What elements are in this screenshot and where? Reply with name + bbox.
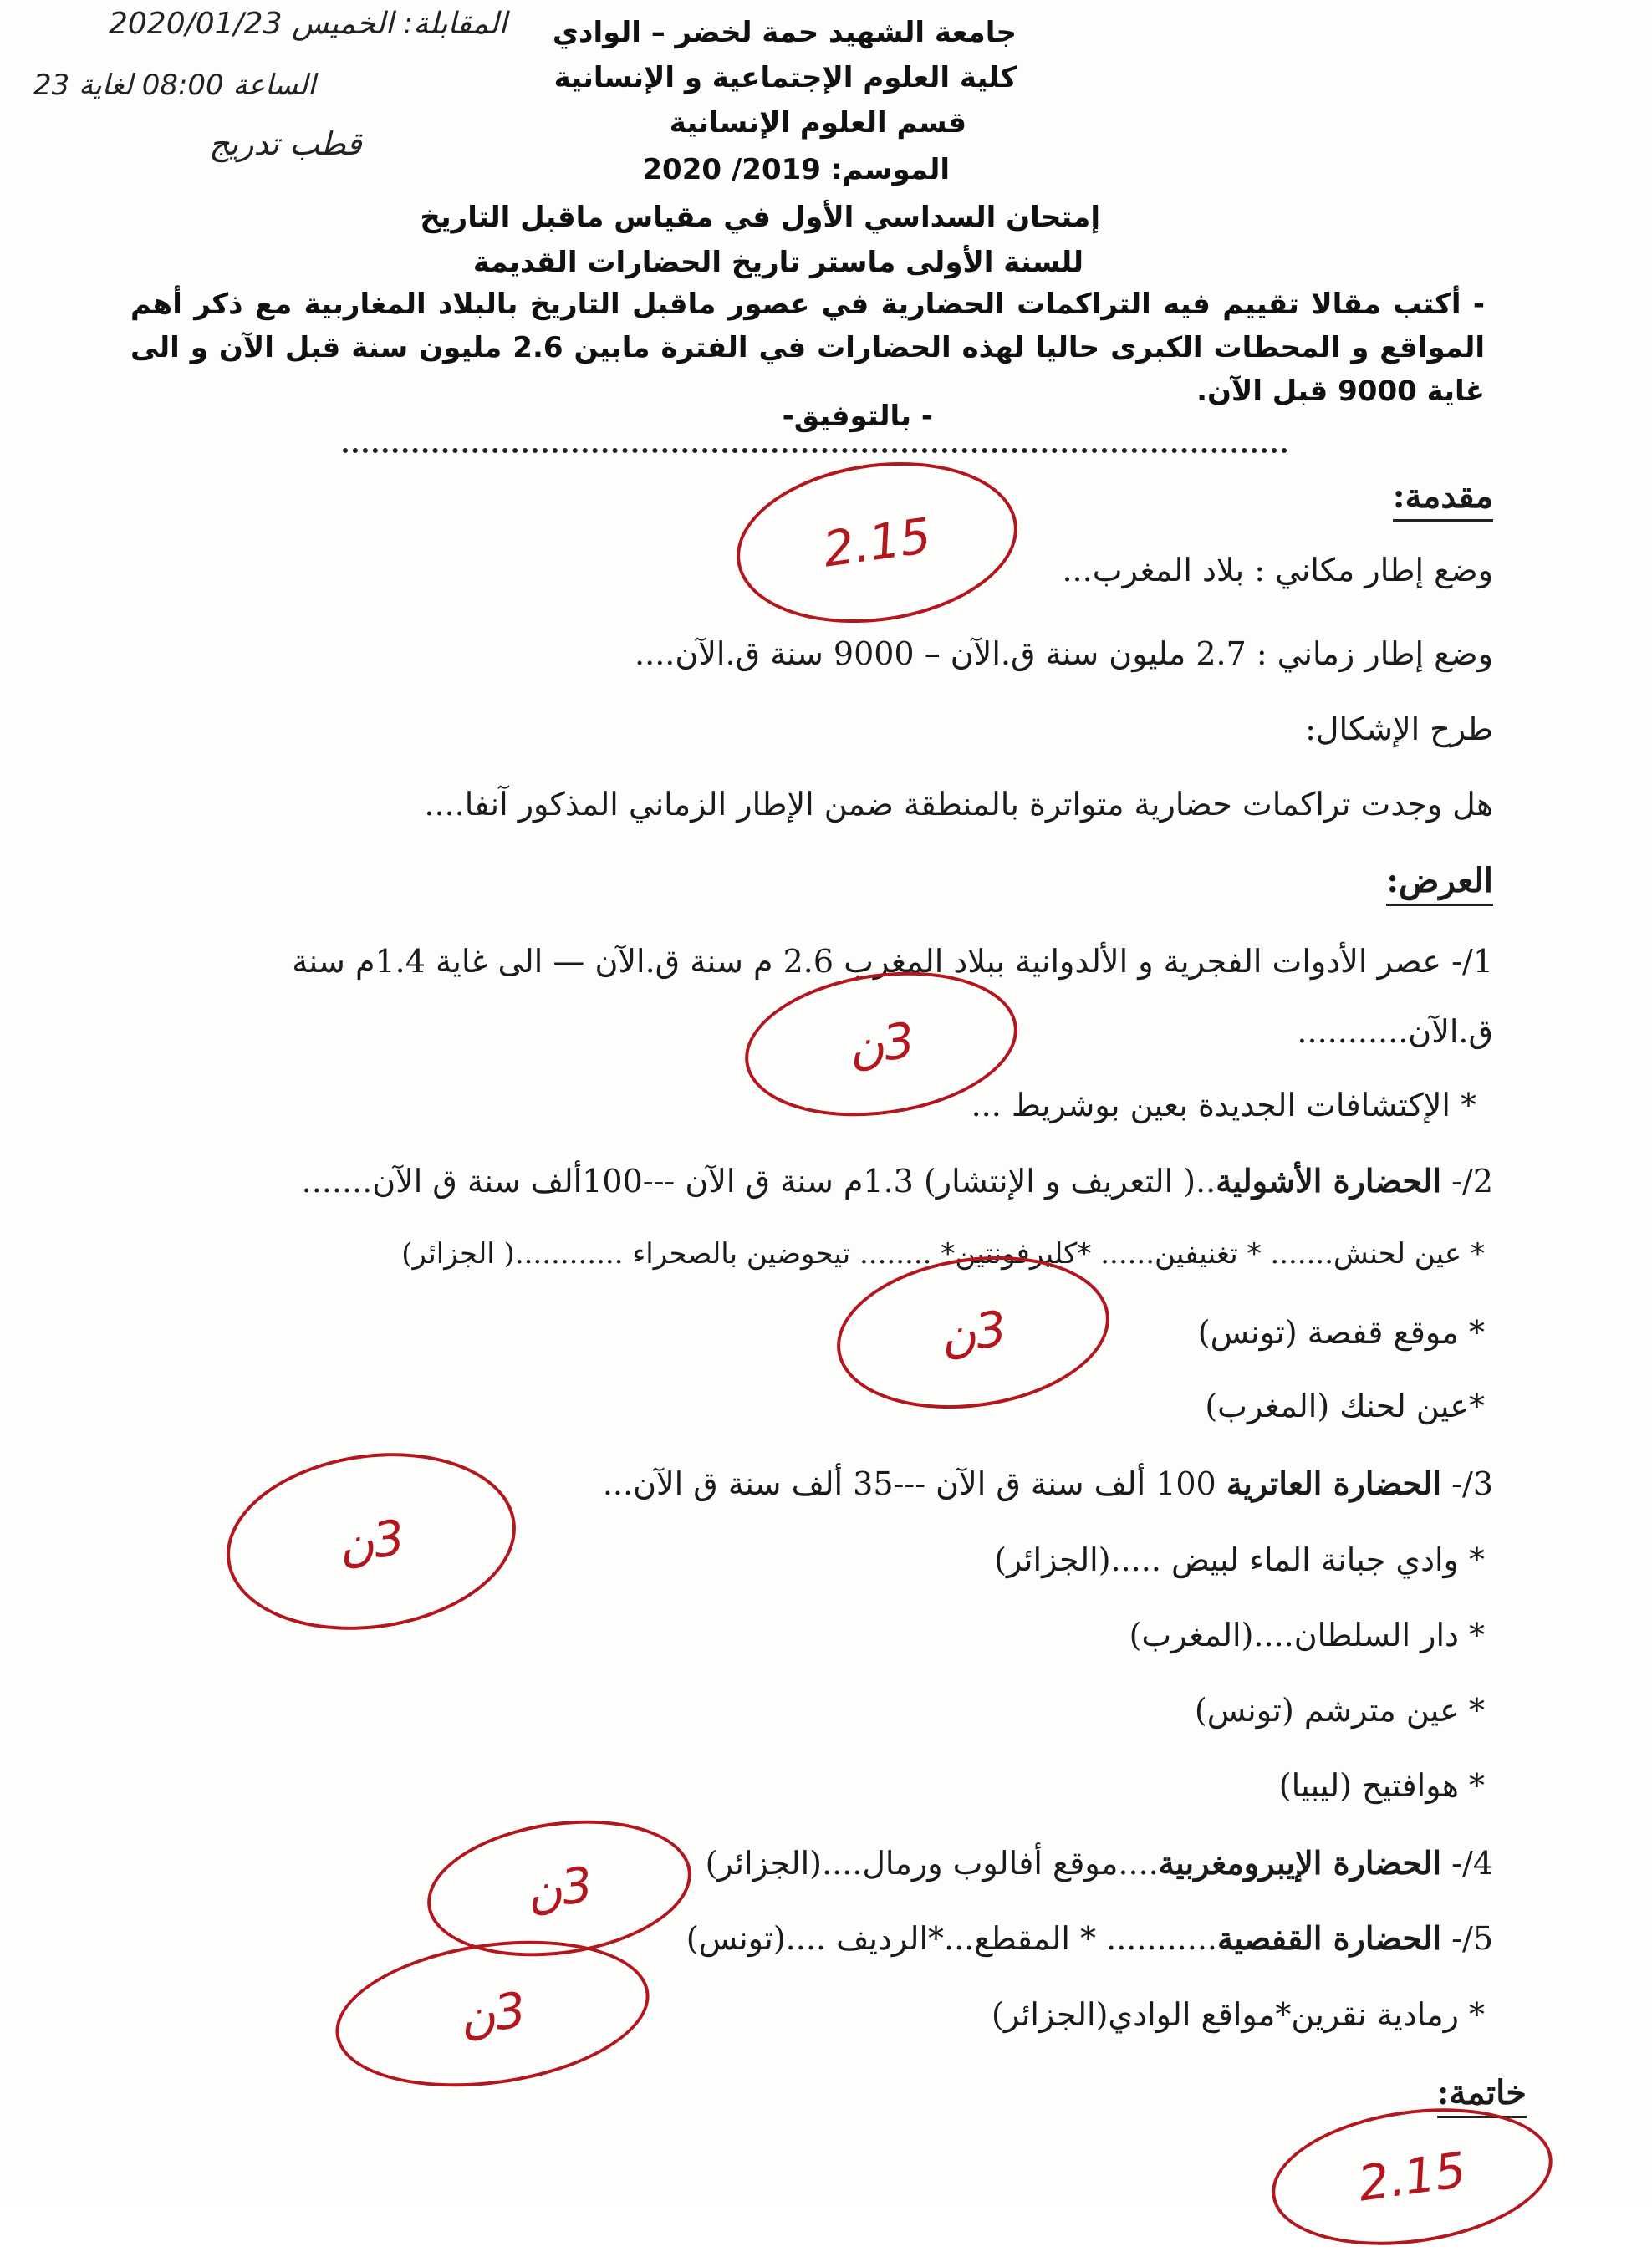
grade-mark-intro: 2.15 xyxy=(727,445,1028,639)
intro-heading: مقدمة: xyxy=(1393,476,1493,522)
section-3 xyxy=(603,1465,1493,1502)
problem-text: هل وجدت تراكمات حضارية متواترة بالمنطقة ضمن الإطار الزماني المذكور آنفا.... xyxy=(424,786,1493,823)
section-3-text: 100 ألف سنة ق الآن ---35 ألف سنة ق الآن... xyxy=(602,1465,1216,1502)
exam-title: إمتحان السداسي الأول في مقياس ماقبل التاريخ xyxy=(420,201,1100,234)
section-2-text: ..( التعريف و الإنتشار) 1.3م سنة ق الآن ---100ألف سنة ق الآن....... xyxy=(301,1163,1216,1200)
section-3-item-2: * دار السلطان....(المغرب) xyxy=(1129,1617,1485,1653)
section-2-item-1: * عين لحنش....... * تغنيفين...... *كليرفونتين* ........ تيحوضين بالصحراء ............( الجزائر) xyxy=(401,1237,1485,1271)
faculty-name: كلية العلوم الإجتماعية و الإنسانية xyxy=(553,61,1017,94)
exam-closing: - بالتوفيق- xyxy=(782,400,933,433)
section-3-item-4: * هوافتيح (ليبيا) xyxy=(1278,1767,1485,1804)
handwritten-date: المقابلة: الخميس 2020/01/23 xyxy=(109,7,507,41)
exam-subtitle: للسنة الأولى ماستر تاريخ الحضارات القديمة xyxy=(472,246,1083,279)
exam-question: - أكتب مقالا تقييم فيه التراكمات الحضارية في عصور ماقبل التاريخ بالبلاد المغاربية مع ذكر أهم المواقع و المحطات الكبرى حاليا لهذه الحضارات في الفترة مابين 2.6 مليون سنة قبل الآن و الى غاية 9000 قبل الآن. xyxy=(130,288,1485,408)
section-2-item-2: * موقع قفصة (تونس) xyxy=(1197,1314,1485,1351)
grade-mark-section-1: 3ن xyxy=(736,955,1027,1133)
place-frame: وضع إطار مكاني : بلاد المغرب... xyxy=(1062,552,1493,588)
section-2 xyxy=(302,1162,1493,1200)
university-name: جامعة الشهيد حمة لخضر – الوادي xyxy=(552,16,1017,49)
season: الموسم: 2019/ 2020 xyxy=(642,153,950,186)
section-4-number: 4/- xyxy=(1451,1845,1493,1882)
grade-mark-section-5: 3ن xyxy=(326,1923,659,2106)
section-3-item-1: * وادي جبانة الماء لبيض .....(الجزائر) xyxy=(994,1541,1485,1578)
section-5-item: * رمادية نقرين*مواقع الوادي(الجزائر) xyxy=(992,1996,1485,2033)
section-4-text: ....موقع أفالوب ورمال....(الجزائر) xyxy=(705,1845,1159,1882)
section-1-item: * الإكتشافات الجديدة بعين بوشريط ... xyxy=(971,1087,1476,1123)
section-3-item-3: * عين مترشم (تونس) xyxy=(1194,1692,1485,1729)
section-5-title: الحضارة القفصية xyxy=(1217,1919,1442,1957)
separator-dotted-line xyxy=(343,448,1287,453)
section-4-title: الحضارة الإيبرومغربية xyxy=(1158,1844,1442,1882)
grade-mark-section-3: 3ن xyxy=(215,1435,528,1648)
section-5-number: 5/- xyxy=(1451,1920,1493,1957)
section-2-item-3: *عين لحنك (المغرب) xyxy=(1205,1388,1485,1424)
grade-mark-section-2: 3ن xyxy=(827,1240,1119,1425)
time-frame: وضع إطار زماني : 2.7 مليون سنة ق.الآن – 9000 سنة ق.الآن.... xyxy=(635,635,1493,672)
section-5-text: ........... * المقطع...*الرديف ....(تونس) xyxy=(686,1920,1217,1957)
section-1-text: عصر الأدوات الفجرية و الألدوانية ببلاد المغرب 2.6 م سنة ق.الآن — الى غاية 1.4م سنة ق.الآن........... xyxy=(292,943,1493,1050)
section-1-number: 1/- xyxy=(1451,943,1493,980)
section-3-title: الحضارة العاترية xyxy=(1226,1465,1442,1502)
problem-label: طرح الإشكال: xyxy=(1305,711,1493,747)
section-4 xyxy=(706,1844,1493,1882)
body-heading: العرض: xyxy=(1386,861,1493,906)
grade-mark-section-4: 3ن xyxy=(419,1805,701,1973)
section-2-title: الحضارة الأشولية xyxy=(1216,1162,1442,1200)
section-2-number: 2/- xyxy=(1451,1163,1493,1200)
handwritten-name: قطب تدريج xyxy=(209,125,362,162)
department-name: قسم العلوم الإنسانية xyxy=(669,106,966,140)
section-5 xyxy=(686,1919,1493,1957)
grade-mark-conclusion: 2.15 xyxy=(1263,2091,1562,2262)
handwritten-time: الساعة 08:00 لغاية 23 xyxy=(33,69,316,102)
conclusion-heading: خاتمة: xyxy=(1437,2073,1527,2118)
section-3-number: 3/- xyxy=(1451,1465,1493,1502)
